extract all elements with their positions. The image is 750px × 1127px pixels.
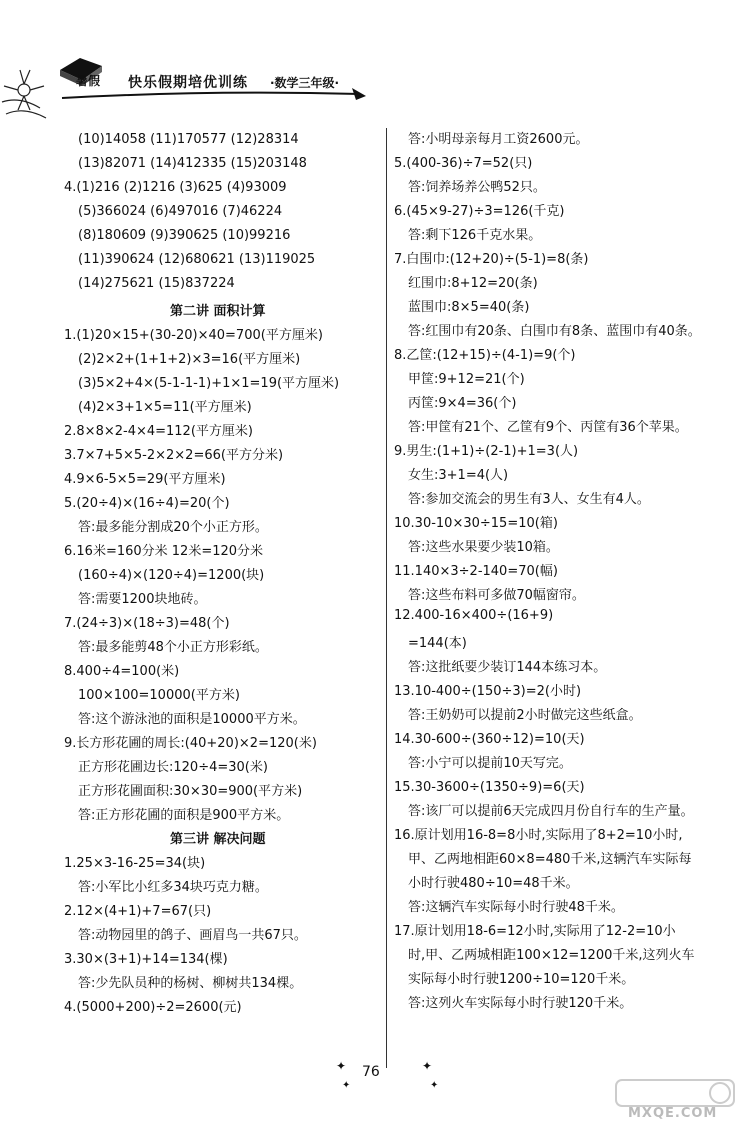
right-line: 12.400-16×400÷(16+9) <box>394 608 554 623</box>
right-line: 答:饲养场养公鸭52只。 <box>408 180 546 195</box>
left-line: (3)5×2+4×(5-1-1-1)+1×1=19(平方厘米) <box>78 376 340 391</box>
right-line: 15.30-3600÷(1350÷9)=6(天) <box>394 780 585 795</box>
right-line: 10.30-10×30÷15=10(箱) <box>394 516 558 531</box>
right-line: 5.(400-36)÷7=52(只) <box>394 156 533 171</box>
right-line: 17.原计划用18-6=12小时,实际用了12-2=10小 <box>394 924 676 939</box>
right-line: 答:剩下126千克水果。 <box>408 228 542 243</box>
left-line: 答:小军比小红多34块巧克力糖。 <box>78 880 268 895</box>
right-line: 答:这些布料可多做70幅窗帘。 <box>408 588 585 603</box>
right-line: 8.乙筐:(12+15)÷(4-1)=9(个) <box>394 348 576 363</box>
right-line: 丙筐:9×4=36(个) <box>408 396 517 411</box>
left-line: 第三讲 解决问题 <box>170 832 266 847</box>
left-line: 答:少先队员种的杨树、柳树共134棵。 <box>78 976 303 991</box>
svg-text:✦: ✦ <box>342 1080 351 1091</box>
left-line: 100×100=10000(平方米) <box>78 688 240 703</box>
right-line: 11.140×3÷2-140=70(幅) <box>394 564 558 579</box>
right-line: 13.10-400÷(150÷3)=2(小时) <box>394 684 582 699</box>
left-line: (10)14058 (11)170577 (12)28314 <box>78 132 299 147</box>
left-line: 答:动物园里的鸽子、画眉鸟一共67只。 <box>78 928 307 943</box>
svg-text:✦: ✦ <box>422 1059 433 1073</box>
right-line: 小时行驶480÷10=48千米。 <box>408 876 579 891</box>
left-line: 答:最多能分割成20个小正方形。 <box>78 520 268 535</box>
left-line: 4.9×6-5×5=29(平方厘米) <box>64 472 226 487</box>
page-number: 76 <box>362 1064 380 1080</box>
header-title: 快乐假期培优训练 <box>128 75 248 91</box>
left-line: 正方形花圃边长:120÷4=30(米) <box>78 760 268 775</box>
left-line: 2.12×(4+1)+7=67(只) <box>64 904 212 919</box>
left-line: 4.(1)216 (2)1216 (3)625 (4)93009 <box>64 180 287 195</box>
left-line: 答:这个游泳池的面积是10000平方米。 <box>78 712 306 727</box>
left-line: 答:正方形花圃的面积是900平方米。 <box>78 808 290 823</box>
right-line: 7.白围巾:(12+20)÷(5-1)=8(条) <box>394 252 589 267</box>
star-decoration-right <box>418 1058 448 1094</box>
left-line: 5.(20÷4)×(16÷4)=20(个) <box>64 496 230 511</box>
right-line: 14.30-600÷(360÷12)=10(天) <box>394 732 585 747</box>
left-line: 2.8×8×2-4×4=112(平方厘米) <box>64 424 253 439</box>
watermark-text: MXQE.COM <box>628 1106 718 1121</box>
left-line: (4)2×3+1×5=11(平方厘米) <box>78 400 252 415</box>
left-line: 正方形花圃面积:30×30=900(平方米) <box>78 784 303 799</box>
right-line: 答:小宁可以提前10天写完。 <box>408 756 572 771</box>
right-line: 红围巾:8+12=20(条) <box>408 276 538 291</box>
left-line: (8)180609 (9)390625 (10)99216 <box>78 228 291 243</box>
right-line: 答:小明母亲每月工资2600元。 <box>408 132 589 147</box>
star-decoration-left <box>334 1058 364 1094</box>
left-line: 8.400÷4=100(米) <box>64 664 180 679</box>
left-line: 3.30×(3+1)+14=134(棵) <box>64 952 228 967</box>
left-line: 答:需要1200块地砖。 <box>78 592 207 607</box>
left-line: (2)2×2+(1+1+2)×3=16(平方厘米) <box>78 352 301 367</box>
right-line: =144(本) <box>408 636 467 651</box>
left-line: 3.7×7+5×5-2×2×2=66(平方分米) <box>64 448 284 463</box>
right-line: 女生:3+1=4(人) <box>408 468 509 483</box>
svg-text:✦: ✦ <box>430 1080 439 1091</box>
right-line: 答:参加交流会的男生有3人、女生有4人。 <box>408 492 650 507</box>
right-line: 答:这批纸要少装订144本练习本。 <box>408 660 607 675</box>
right-line: 答:这列火车实际每小时行驶120千米。 <box>408 996 633 1011</box>
left-line: 第二讲 面积计算 <box>170 304 266 319</box>
right-line: 答:这些水果要少装10箱。 <box>408 540 559 555</box>
left-line: 7.(24÷3)×(18÷3)=48(个) <box>64 616 230 631</box>
right-line: 9.男生:(1+1)÷(2-1)+1=3(人) <box>394 444 579 459</box>
right-line: 时,甲、乙两城相距100×12=1200千米,这列火车 <box>408 948 695 963</box>
right-line: 答:王奶奶可以提前2小时做完这些纸盒。 <box>408 708 642 723</box>
left-line: 4.(5000+200)÷2=2600(元) <box>64 1000 242 1015</box>
right-line: 答:红围巾有20条、白围巾有8条、蓝围巾有40条。 <box>408 324 701 339</box>
column-divider <box>386 128 387 1068</box>
svg-text:✦: ✦ <box>336 1059 347 1073</box>
left-line: 9.长方形花圃的周长:(40+20)×2=120(米) <box>64 736 317 751</box>
right-line: 蓝围巾:8×5=40(条) <box>408 300 530 315</box>
right-line: 16.原计划用16-8=8小时,实际用了8+2=10小时, <box>394 828 683 843</box>
right-line: 6.(45×9-27)÷3=126(千克) <box>394 204 565 219</box>
left-line: 答:最多能剪48个小正方形彩纸。 <box>78 640 268 655</box>
left-line: (14)275621 (15)837224 <box>78 276 235 291</box>
left-line: (160÷4)×(120÷4)=1200(块) <box>78 568 265 583</box>
right-line: 答:该厂可以提前6天完成四月份自行车的生产量。 <box>408 804 694 819</box>
left-line: 1.25×3-16-25=34(块) <box>64 856 206 871</box>
right-line: 实际每小时行驶1200÷10=120千米。 <box>408 972 635 987</box>
left-line: (11)390624 (12)680621 (13)119025 <box>78 252 316 267</box>
left-line: (13)82071 (14)412335 (15)203148 <box>78 156 307 171</box>
header-subtitle: ·数学三年级· <box>270 76 340 90</box>
right-line: 甲、乙两地相距60×8=480千米,这辆汽车实际每 <box>408 852 692 867</box>
left-line: 1.(1)20×15+(30-20)×40=700(平方厘米) <box>64 328 323 343</box>
header-badge: 暑假 <box>76 74 101 88</box>
left-line: (5)366024 (6)497016 (7)46224 <box>78 204 283 219</box>
left-line: 6.16米=160分米 12米=120分米 <box>64 544 264 559</box>
right-line: 甲筐:9+12=21(个) <box>408 372 525 387</box>
right-line: 答:甲筐有21个、乙筐有9个、丙筐有36个苹果。 <box>408 420 688 435</box>
right-line: 答:这辆汽车实际每小时行驶48千米。 <box>408 900 624 915</box>
